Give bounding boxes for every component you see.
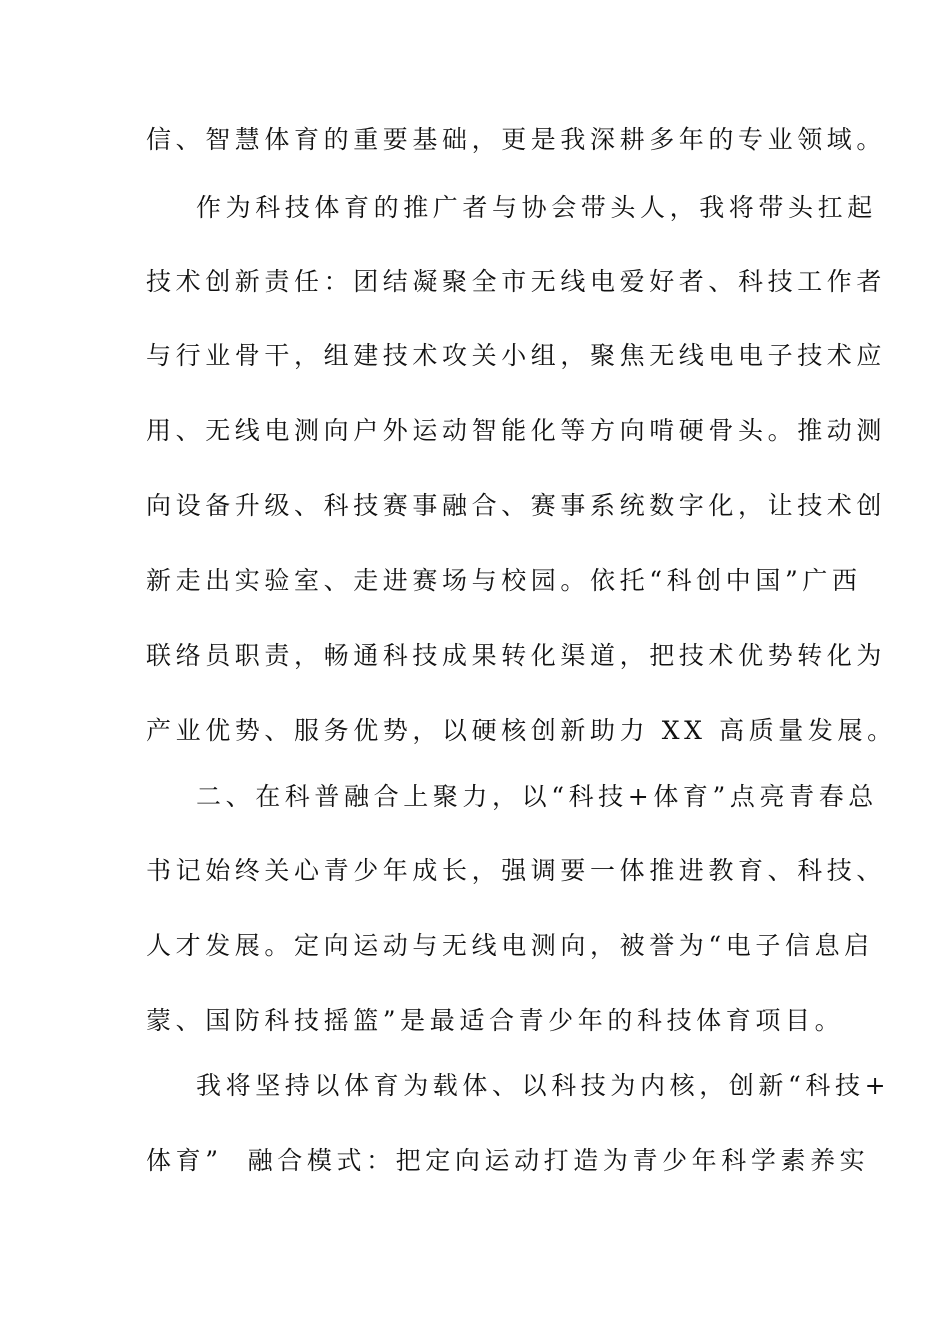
text-line: 联络员职责，畅通科技成果转化渠道，把技术优势转化为 [146,641,887,670]
text-line: 用、无线电测向户外运动智能化等方向啃硬骨头。推动测 [146,416,887,445]
text-line: 与行业骨干，组建技术攻关小组，聚焦无线电电子技术应 [146,341,887,370]
text-line: 体育” 融合模式：把定向运动打造为青少年科学素养实 [146,1146,870,1175]
text-line: 蒙、国防科技摇篮”是最适合青少年的科技体育项目。 [146,1006,845,1035]
text-line: 书记始终关心青少年成长，强调要一体推进教育、科技、 [146,856,887,885]
paragraph-start-line: 我将坚持以体育为载体、以科技为内核，创新“科技+ [196,1071,891,1100]
text-line: 向设备升级、科技赛事融合、赛事系统数字化，让技术创 [146,491,887,520]
section-heading-line: 二、在科普融合上聚力，以“科技+体育”点亮青春总 [196,782,878,811]
paragraph-start-line: 作为科技体育的推广者与协会带头人，我将带头扛起 [196,193,877,222]
text-line: 产业优势、服务优势，以硬核创新助力 XX 高质量发展。 [146,716,897,745]
text-line: 信、智慧体育的重要基础，更是我深耕多年的专业领域。 [146,125,887,154]
text-line: 人才发展。定向运动与无线电测向，被誉为“电子信息启 [146,931,874,960]
text-line: 新走出实验室、走进赛场与校园。依托“科创中国”广西 [146,566,862,595]
text-line: 技术创新责任：团结凝聚全市无线电爱好者、科技工作者 [146,267,887,296]
